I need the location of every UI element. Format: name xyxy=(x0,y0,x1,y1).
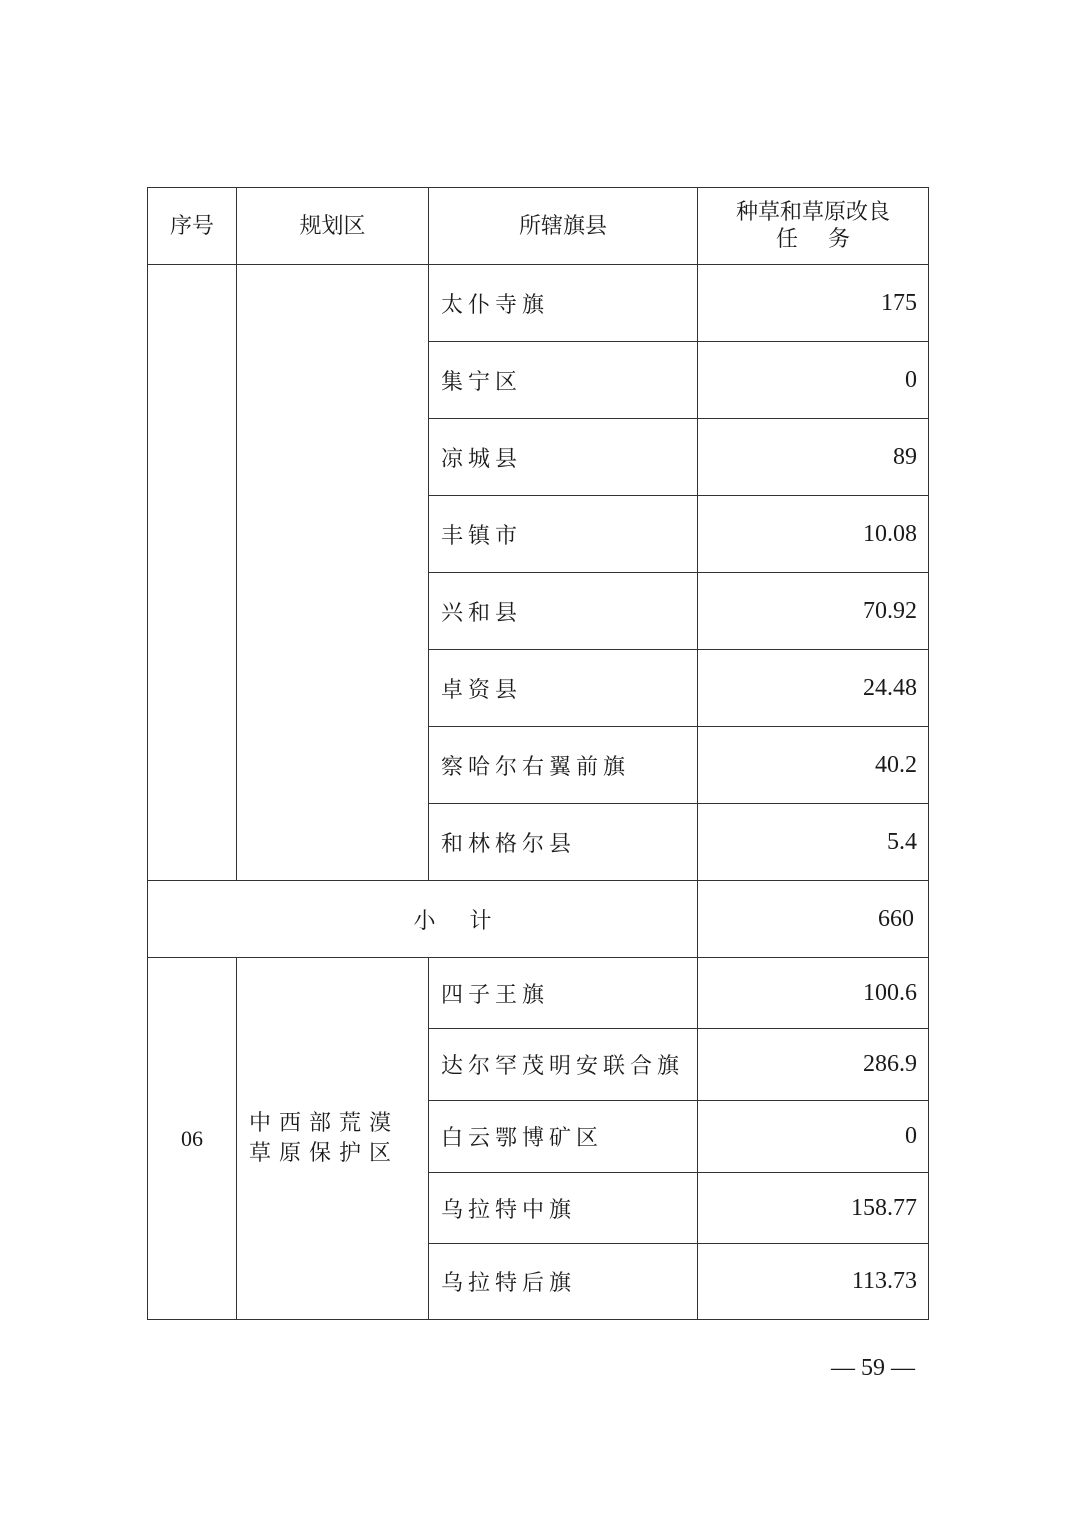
header-region: 规划区 xyxy=(237,188,429,265)
task-value-cell: 40.2 xyxy=(698,727,929,804)
header-task-char1: 任 xyxy=(775,227,798,252)
table-row xyxy=(148,958,929,1029)
header-seq: 序号 xyxy=(148,188,237,265)
task-value-cell: 113.73 xyxy=(698,1244,929,1320)
task-value-cell: 175 xyxy=(698,265,929,342)
region-cell-empty xyxy=(237,265,429,881)
subtotal-label-char2: 计 xyxy=(469,908,492,934)
county-cell: 太仆寺旗 xyxy=(429,265,698,342)
subtotal-label-char1: 小 xyxy=(413,908,436,934)
header-task xyxy=(698,188,929,265)
task-value-cell: 24.48 xyxy=(698,650,929,727)
county-cell: 凉城县 xyxy=(429,419,698,496)
region-cell: 中西部荒漠草原保护区 xyxy=(237,958,429,1320)
task-value-cell: 89 xyxy=(698,419,929,496)
task-value-cell: 158.77 xyxy=(698,1173,929,1244)
header-task-line2 xyxy=(698,226,928,253)
task-value-cell: 0 xyxy=(698,342,929,419)
county-cell: 丰镇市 xyxy=(429,496,698,573)
county-cell: 乌拉特中旗 xyxy=(429,1173,698,1244)
county-cell: 白云鄂博矿区 xyxy=(429,1101,698,1173)
header-task-line1: 种草和草原改良 xyxy=(735,200,890,225)
subtotal-value: 660 xyxy=(698,881,929,958)
county-cell: 乌拉特后旗 xyxy=(429,1244,698,1320)
county-cell: 和林格尔县 xyxy=(429,804,698,881)
task-value-cell: 0 xyxy=(698,1101,929,1173)
subtotal-row xyxy=(148,881,929,958)
seq-cell-empty xyxy=(148,265,237,881)
table-row xyxy=(148,265,929,342)
task-value-cell: 10.08 xyxy=(698,496,929,573)
header-county: 所辖旗县 xyxy=(429,188,698,265)
task-value-cell: 70.92 xyxy=(698,573,929,650)
task-value-cell: 100.6 xyxy=(698,958,929,1029)
task-value-cell: 5.4 xyxy=(698,804,929,881)
subtotal-label xyxy=(148,881,698,958)
seq-cell: 06 xyxy=(148,958,237,1320)
county-cell: 达尔罕茂明安联合旗 xyxy=(429,1029,698,1101)
header-task-char2: 务 xyxy=(828,227,851,252)
header-row xyxy=(148,188,929,265)
planning-table xyxy=(147,187,929,1320)
task-value-cell: 286.9 xyxy=(698,1029,929,1101)
county-cell: 集宁区 xyxy=(429,342,698,419)
county-cell: 卓资县 xyxy=(429,650,698,727)
page-number: — 59 — xyxy=(831,1355,915,1381)
county-cell: 察哈尔右翼前旗 xyxy=(429,727,698,804)
county-cell: 四子王旗 xyxy=(429,958,698,1029)
county-cell: 兴和县 xyxy=(429,573,698,650)
